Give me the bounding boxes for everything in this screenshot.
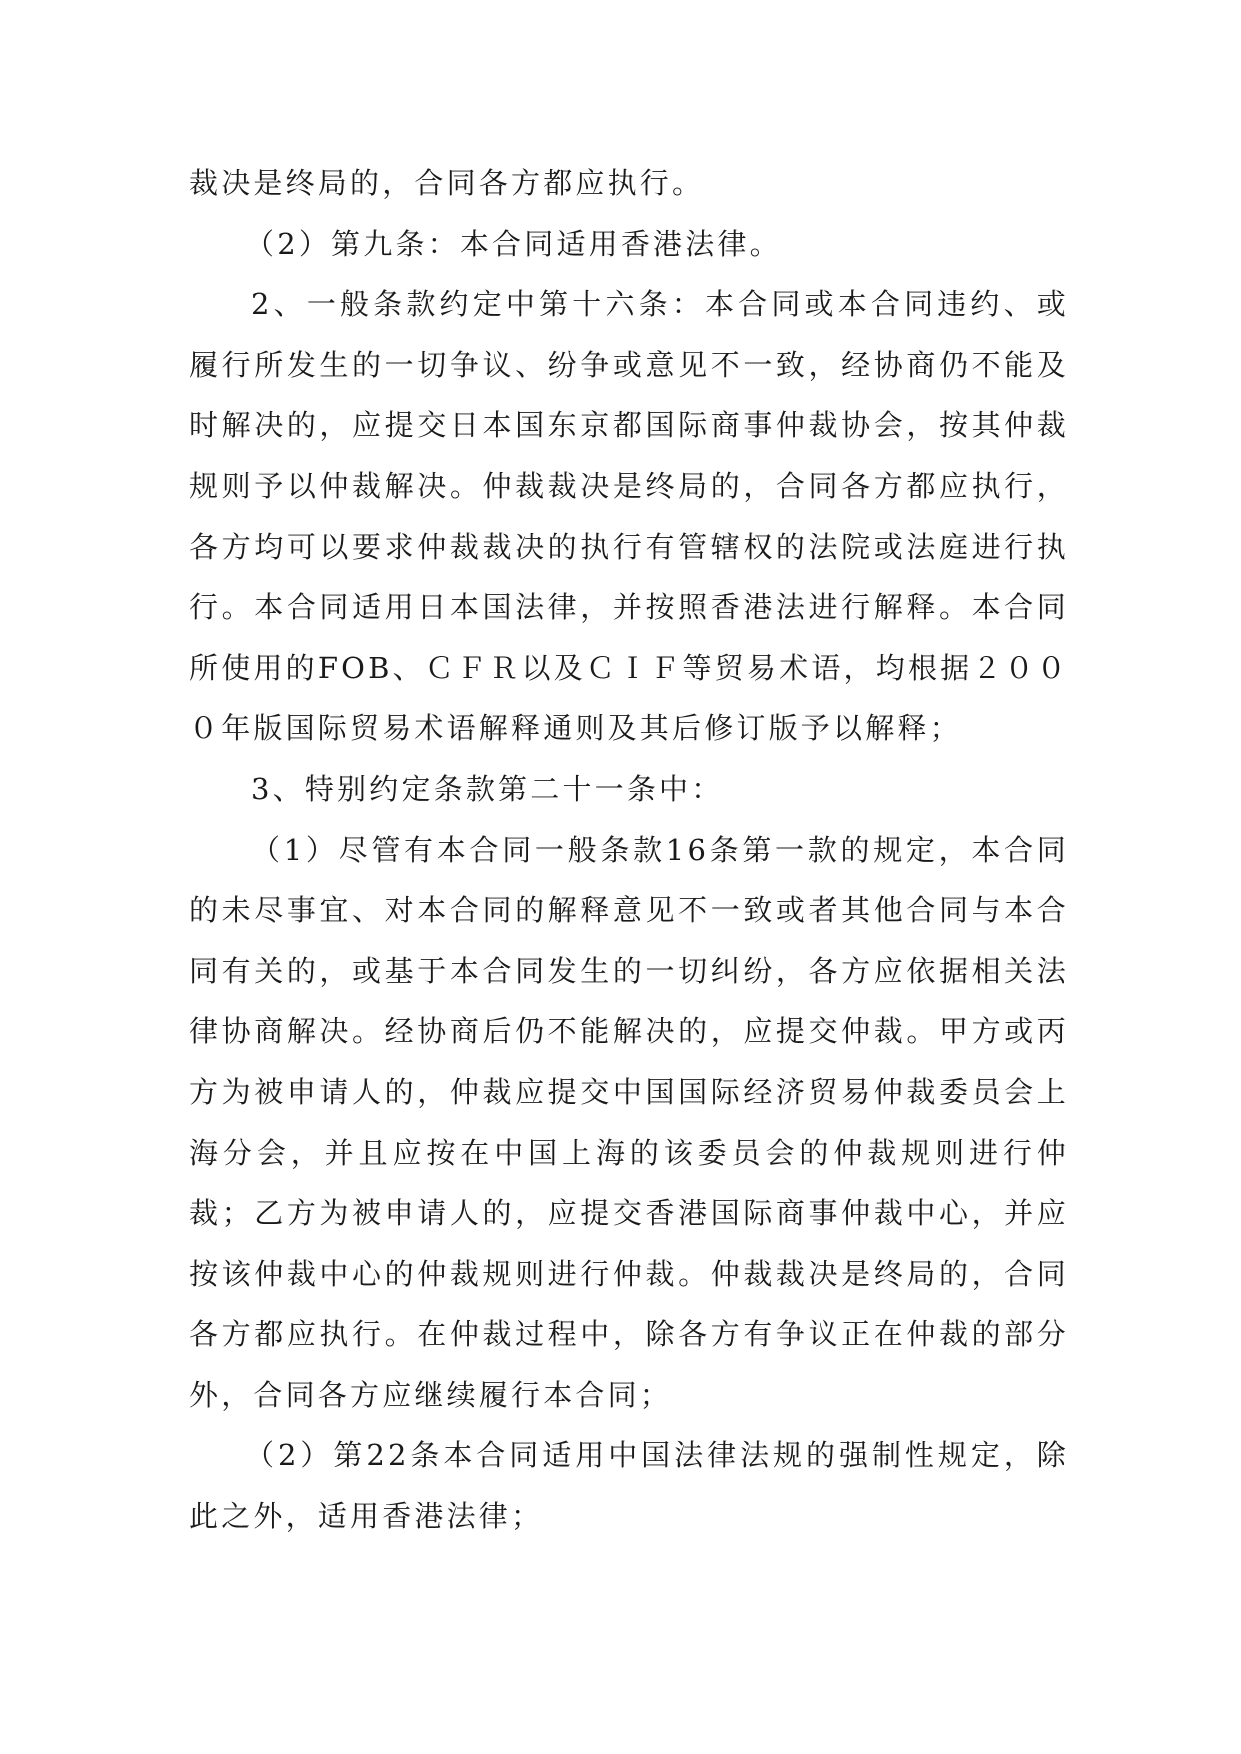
paragraph-special-terms-21-item-1: （1）尽管有本合同一般条款16条第一款的规定，本合同的未尽事宜、对本合同的解释意见不一致或者其他合同与本合同有关的，或基于本合同发生的一切纠纷，各方应依据相关法律协商解决。经协商后仍不能解决的，应提交仲裁。甲方或丙方为被申请人的，仲裁应提交中国国际经济贸易仲裁委员会上海分会，并且应按在中国上海的该委员会的仲裁规则进行仲裁；乙方为被申请人的，应提交香港国际商事仲裁中心，并应按该仲裁中心的仲裁规则进行仲裁。仲裁裁决是终局的，合同各方都应执行。在仲裁过程中，除各方有争议正在仲裁的部分外，合同各方应继续履行本合同；: [189, 832, 1069, 1412]
paragraph-special-terms-22-item-2: （2）第22条本合同适用中国法律法规的强制性规定，除此之外，适用香港法律；: [189, 1438, 1069, 1534]
paragraph-general-terms-16: 2、一般条款约定中第十六条：本合同或本合同违约、或履行所发生的一切争议、纷争或意见不一致，经协商仍不能及时解决的，应提交日本国东京都国际商事仲裁协会，按其仲裁规则予以仲裁解决。仲裁裁决是终局的，合同各方都应执行，各方均可以要求仲裁裁决的执行有管辖权的法院或法庭进行执行。本合同适用日本国法律，并按照香港法进行解释。本合同所使用的FOB、ＣＦＲ以及ＣＩＦ等贸易术语，均根据２０００年版国际贸易术语解释通则及其后修订版予以解释；: [189, 287, 1069, 746]
document-body: [189, 153, 1069, 1547]
paragraph-continuation: 裁决是终局的，合同各方都应执行。: [189, 166, 705, 200]
paragraph-special-terms-21-heading: 3、特别约定条款第二十一条中：: [251, 771, 724, 806]
paragraph-clause-9: （2）第九条：本合同适用香港法律。: [245, 226, 782, 261]
